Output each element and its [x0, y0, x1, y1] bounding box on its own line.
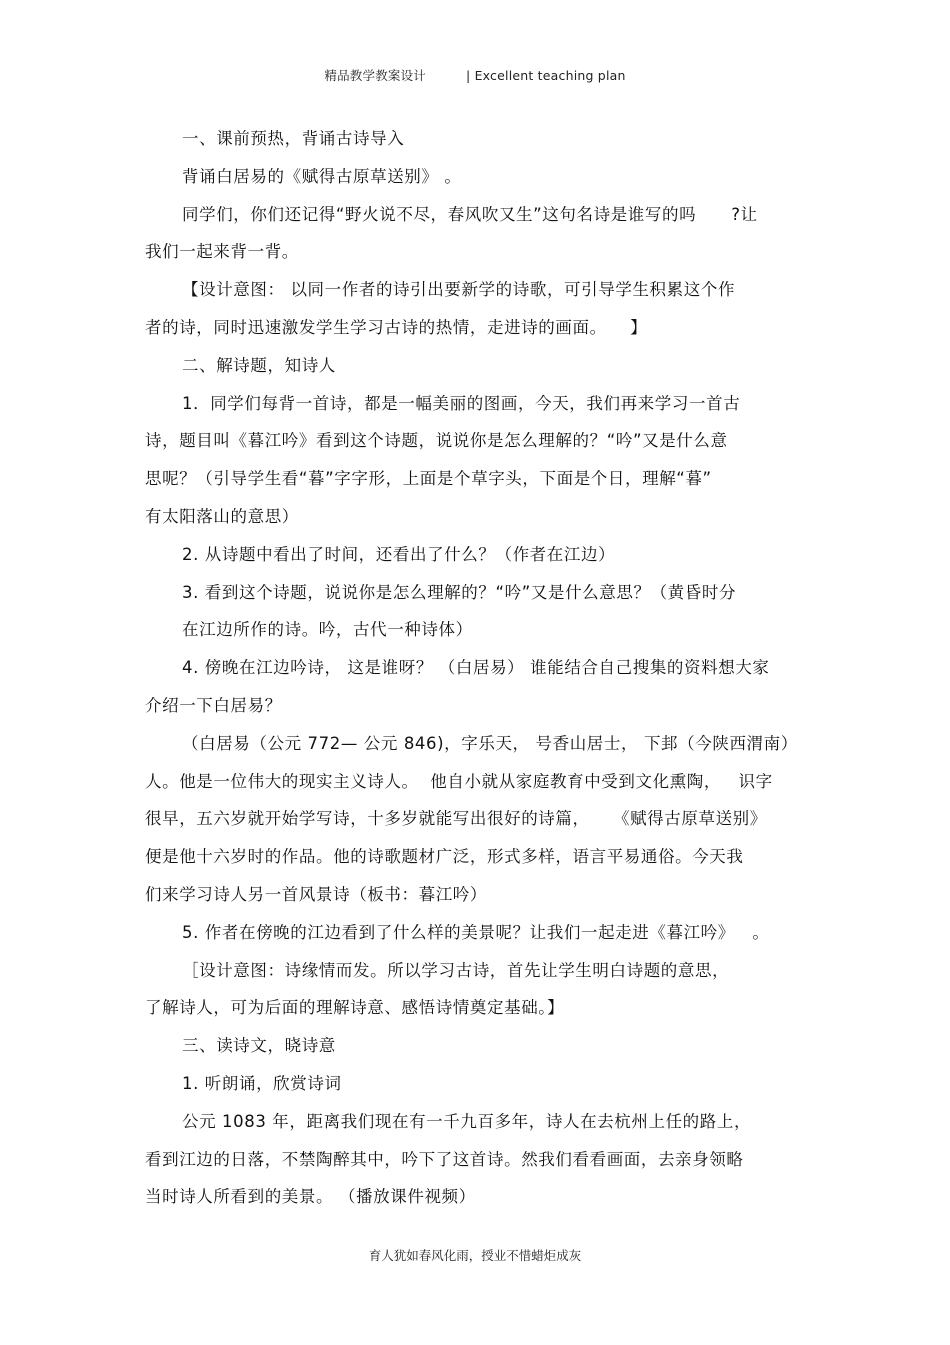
document-body	[145, 120, 810, 1216]
text-line: 者的诗，同时迅速激发学生学习古诗的热情，走进诗的画面。 】	[145, 317, 648, 337]
text-line: 公元 1083 年，距离我们现在有一千九百多年，诗人在去杭州上任的路上，	[182, 1111, 752, 1131]
text-line: 思呢？（引导学生看“暮”字字形，上面是个草字头，下面是个日，理解“暮”	[145, 469, 712, 489]
text-line: 【设计意图： 以同一作者的诗引出要新学的诗歌，可引导学生积累这个作	[182, 280, 736, 300]
text-line: 3. 看到这个诗题，说说你是怎么理解的？“吟”又是什么意思？（黄昏时分	[182, 582, 737, 602]
text-line: 便是他十六岁时的作品。他的诗歌题材广泛，形式多样，语言平易通俗。今天我	[145, 847, 744, 867]
text-line: 了解诗人，可为后面的理解诗意、感悟诗情奠定基础。】	[145, 998, 565, 1018]
text-line: 我们一起来背一背。	[145, 242, 299, 262]
text-line: 人。他是一位伟大的现实主义诗人。 他自小就从家庭教育中受到文化熏陶， 识字	[145, 771, 773, 791]
text-line: ［设计意图：诗缘情而发。所以学习古诗，首先让学生明白诗题的意思，	[182, 960, 730, 980]
text-line: 同学们，你们还记得“野火说不尽，春风吹又生”这句名诗是谁写的吗 ?让	[182, 204, 758, 224]
text-line: 三、读诗文，晓诗意	[182, 1036, 336, 1056]
text-line: 当时诗人所看到的美景。 （播放课件视频）	[145, 1187, 476, 1207]
text-line: 5. 作者在傍晚的江边看到了什么样的美景呢？让我们一起走进《暮江吟》 。	[182, 922, 770, 942]
header-subtitle: | Excellent teaching plan	[466, 68, 626, 83]
text-line: 有太阳落山的意思）	[145, 506, 299, 526]
page-footer	[0, 1246, 950, 1264]
text-line: 们来学习诗人另一首风景诗（板书：暮江吟）	[145, 884, 487, 904]
text-line: 在江边所作的诗。吟，古代一种诗体）	[182, 620, 473, 640]
footer-motto: 育人犹如春风化雨，授业不惜蜡炬成灰	[368, 1248, 582, 1263]
text-line: 2. 从诗题中看出了时间，还看出了什么？（作者在江边）	[182, 544, 616, 564]
text-line: 诗，题目叫《暮江吟》看到这个诗题，说说你是怎么理解的？“吟”又是什么意	[145, 431, 728, 451]
text-line: 4. 傍晚在江边吟诗， 这是谁呀？ （白居易） 谁能结合自己搜集的资料想大家	[182, 658, 770, 678]
text-line: 很早，五六岁就开始学写诗，十多岁就能写出很好的诗篇， 《赋得古原草送别》	[145, 809, 767, 829]
text-line: 介绍一下白居易？	[145, 695, 282, 715]
text-line: （白居易（公元 772— 公元 846)，字乐天， 号香山居士， 下邽（今陕西渭南）	[182, 733, 798, 753]
page-header	[0, 66, 950, 84]
text-line: 背诵白居易的《赋得古原草送别》 。	[182, 166, 462, 186]
header-title: 精品教学教案设计	[324, 68, 426, 83]
text-line: 1. 听朗诵，欣赏诗词	[182, 1073, 342, 1093]
text-line: 一、课前预热，背诵古诗导入	[182, 129, 405, 148]
text-line: 二、解诗题，知诗人	[182, 355, 336, 375]
text-line: 看到江边的日落，不禁陶醉其中，吟下了这首诗。然我们看看画面，去亲身领略	[145, 1149, 744, 1169]
text-line: 1．同学们每背一首诗，都是一幅美丽的图画，今天，我们再来学习一首古	[182, 393, 741, 413]
